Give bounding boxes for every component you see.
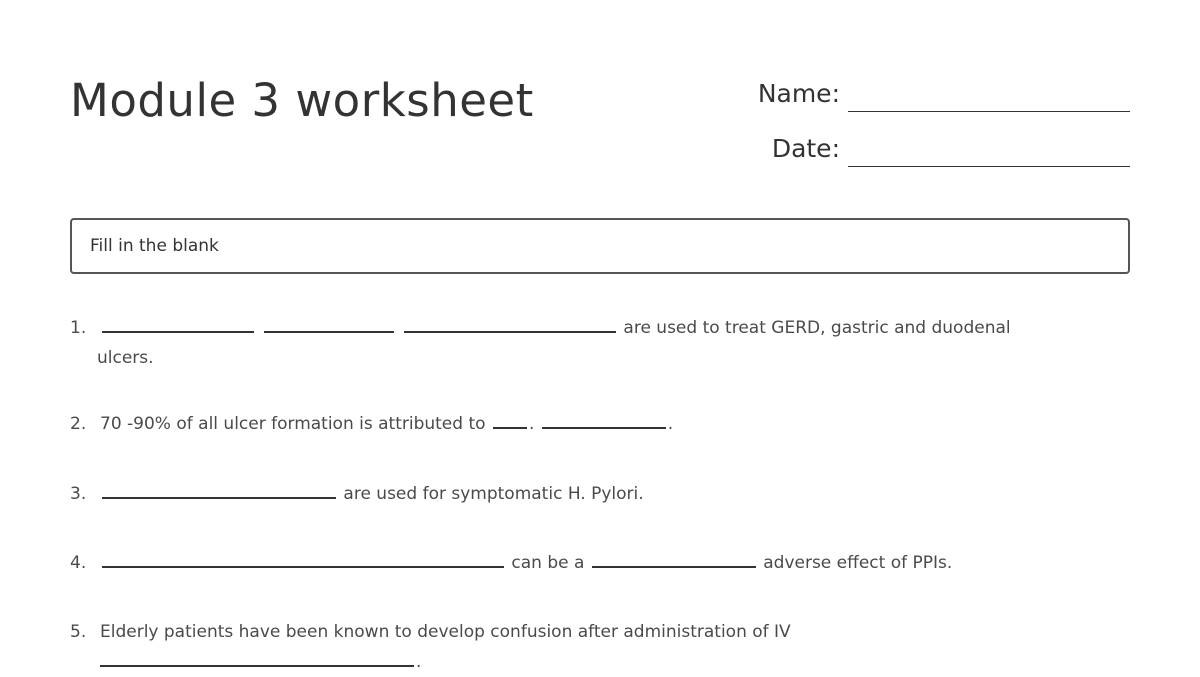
question-2 <box>70 409 673 439</box>
question-number: 3. <box>70 484 87 504</box>
blank[interactable] <box>100 647 414 667</box>
question-text: adverse effect of PPIs. <box>763 553 953 573</box>
question-number: 2. <box>70 414 87 434</box>
name-row <box>710 76 1130 116</box>
date-label: Date: <box>771 134 840 163</box>
question-text: are used to treat GERD, gastric and duodenal <box>623 318 1011 338</box>
separator-dot: . <box>528 414 535 434</box>
blank[interactable] <box>102 313 254 333</box>
blank[interactable] <box>542 409 666 429</box>
section-header-box <box>70 218 1130 274</box>
question-1 <box>70 313 1011 343</box>
question-5-continuation <box>100 647 421 677</box>
question-number: 5. <box>70 622 87 642</box>
date-row <box>710 131 1130 171</box>
question-number: 1. <box>70 318 87 338</box>
name-blank[interactable] <box>848 111 1130 112</box>
question-3 <box>70 479 644 509</box>
section-label: Fill in the blank <box>90 236 219 256</box>
blank[interactable] <box>404 313 616 333</box>
question-text: are used for symptomatic H. Pylori. <box>343 484 644 504</box>
worksheet-title: Module 3 worksheet <box>70 74 534 127</box>
date-blank[interactable] <box>848 166 1130 167</box>
blank[interactable] <box>264 313 394 333</box>
question-1-continuation: ulcers. <box>97 348 154 368</box>
question-5 <box>70 617 791 647</box>
blank[interactable] <box>102 548 504 568</box>
question-text: Elderly patients have been known to develop confusion after administration of IV <box>100 622 791 642</box>
question-text: 70 -90% of all ulcer formation is attributed to <box>100 414 486 434</box>
blank[interactable] <box>493 409 527 429</box>
name-label: Name: <box>757 79 840 108</box>
blank[interactable] <box>592 548 756 568</box>
blank[interactable] <box>102 479 336 499</box>
question-text: can be a <box>511 553 585 573</box>
question-4 <box>70 548 952 578</box>
end-period: . <box>667 414 674 434</box>
end-period: . <box>416 652 422 672</box>
question-number: 4. <box>70 553 87 573</box>
